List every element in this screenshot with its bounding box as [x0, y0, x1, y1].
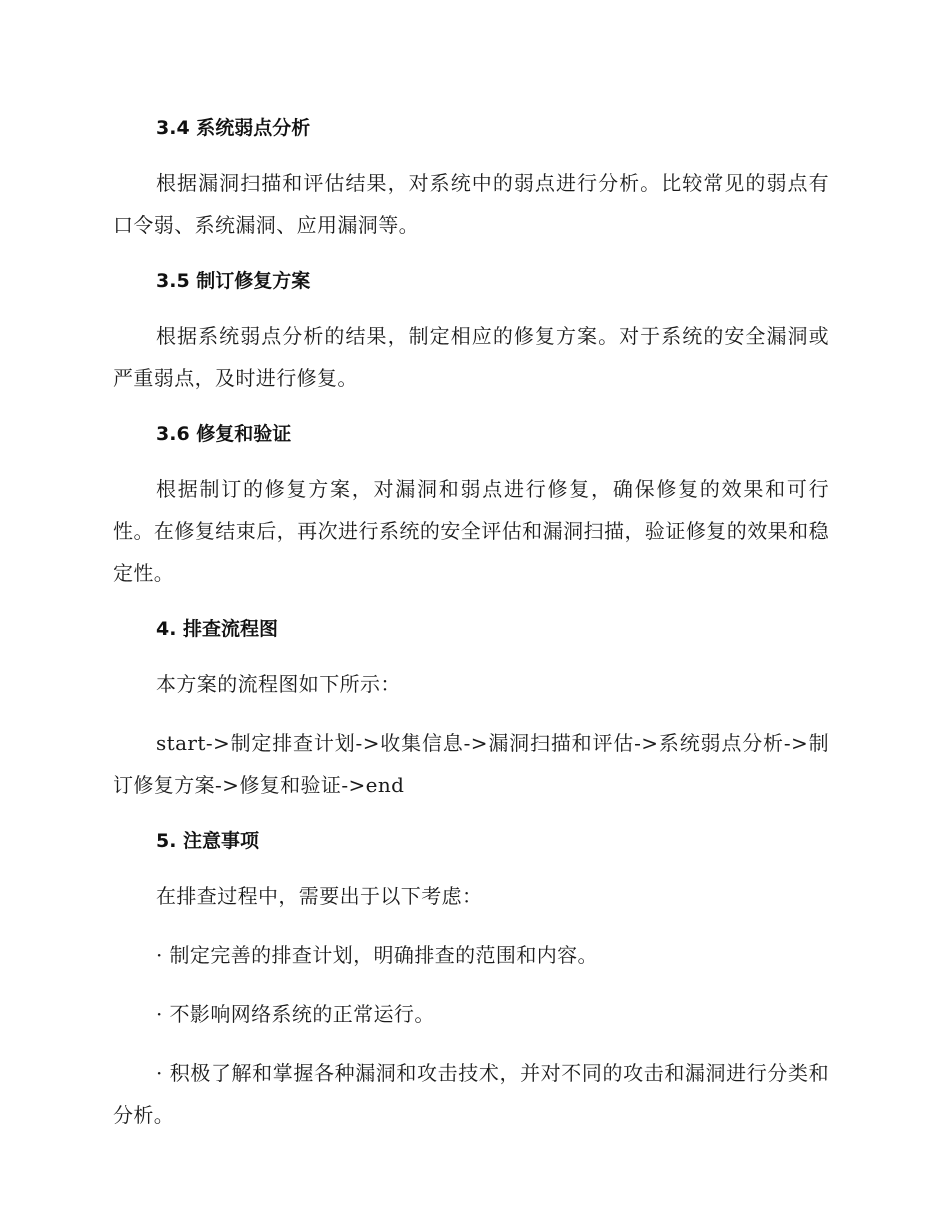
flowchart-intro: 本方案的流程图如下所示：: [156, 672, 401, 696]
section-heading-4: 4. 排查流程图: [156, 618, 279, 640]
notes-item-2: · 不影响网络系统的正常运行。: [156, 1002, 435, 1026]
notes-item-1: · 制定完善的排查计划，明确排查的范围和内容。: [156, 943, 598, 967]
section-body-3-4: 根据漏洞扫描和评估结果，对系统中的弱点进行分析。比较常见的弱点有口令弱、系统漏洞、应用漏洞等。: [113, 171, 829, 237]
section-heading-3-5: 3.5 制订修复方案: [156, 270, 311, 292]
section-heading-5: 5. 注意事项: [156, 830, 260, 852]
section-body-3-5: 根据系统弱点分析的结果，制定相应的修复方案。对于系统的安全漏洞或严重弱点，及时进行修复。: [113, 324, 829, 390]
section-body-3-6: 根据制订的修复方案，对漏洞和弱点进行修复，确保修复的效果和可行性。在修复结束后，再次进行系统的安全评估和漏洞扫描，验证修复的效果和稳定性。: [113, 477, 829, 585]
section-heading-3-4: 3.4 系统弱点分析: [156, 117, 311, 139]
section-heading-3-6: 3.6 修复和验证: [156, 423, 292, 445]
flowchart-text: start->制定排查计划->收集信息->漏洞扫描和评估->系统弱点分析->制订修复方案->修复和验证->end: [113, 731, 829, 797]
notes-intro: 在排查过程中，需要出于以下考虑：: [156, 884, 483, 908]
notes-item-3: · 积极了解和掌握各种漏洞和攻击技术，并对不同的攻击和漏洞进行分类和分析。: [113, 1061, 829, 1127]
